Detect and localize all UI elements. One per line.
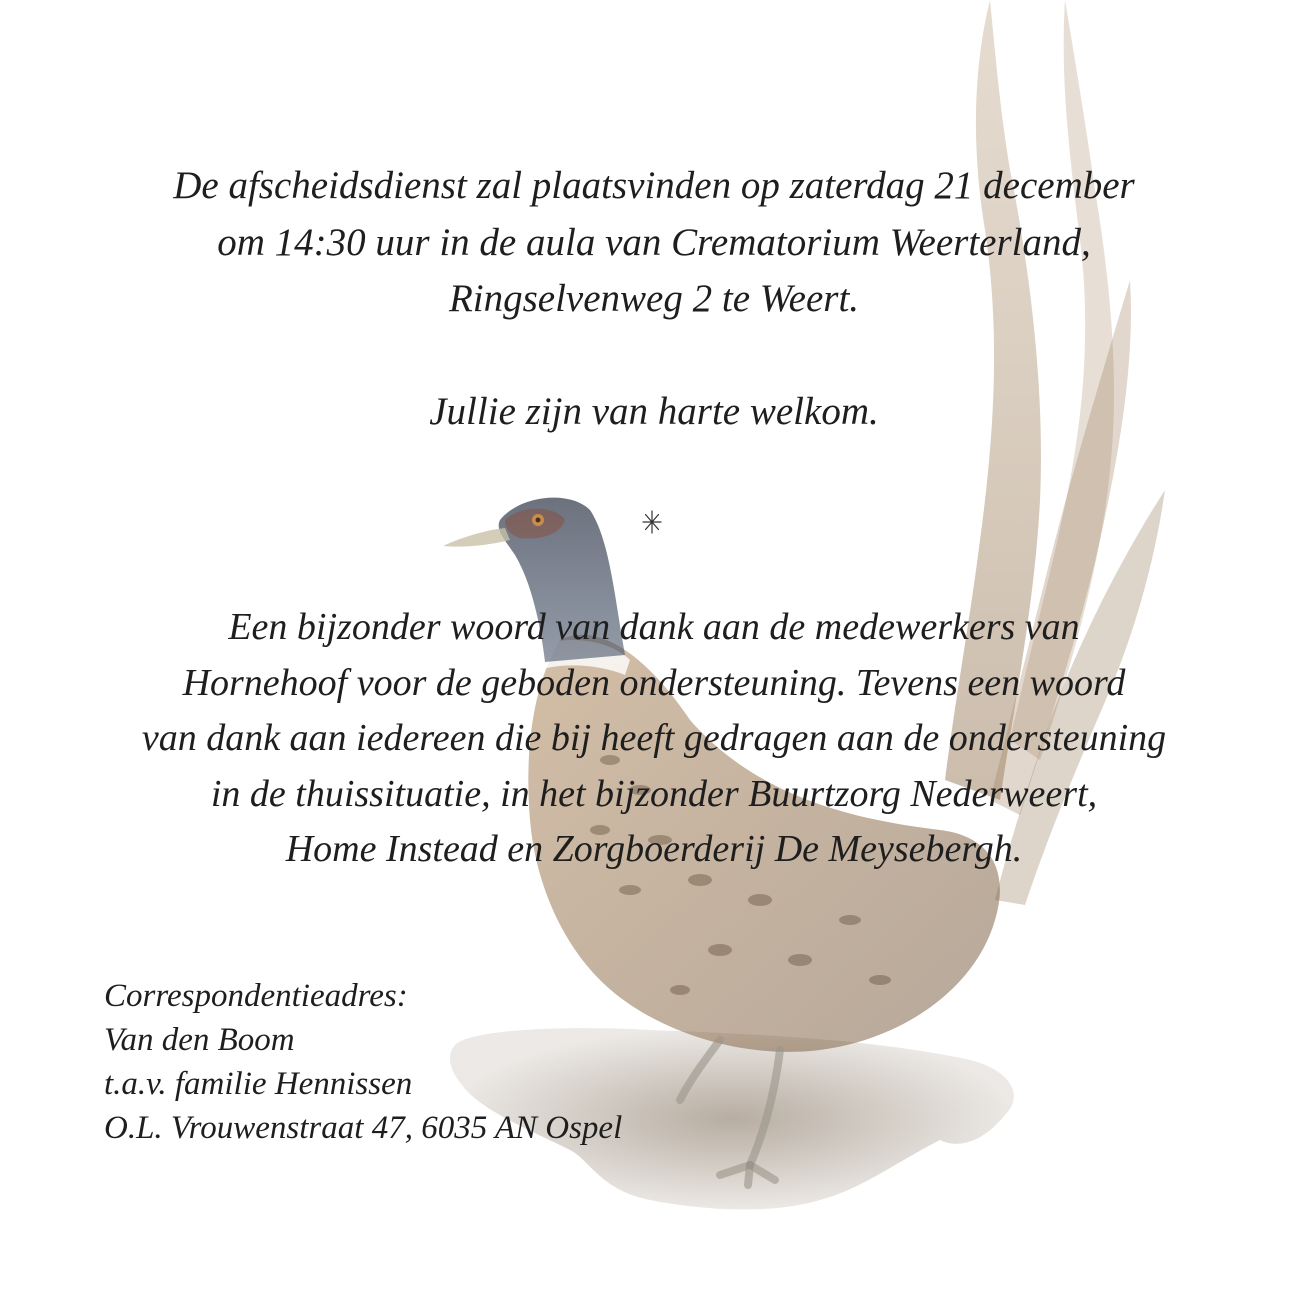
ceremony-line: Ringselvenweg 2 te Weert. — [448, 277, 860, 320]
address-heading: Correspondentieadres: — [104, 978, 408, 1014]
ceremony-line: om 14:30 uur in de aula van Crematorium Weerterland, — [217, 220, 1091, 264]
address-line: t.a.v. familie Hennissen — [104, 1066, 413, 1102]
asterisk-divider-icon — [642, 510, 662, 534]
ceremony-announcement — [0, 158, 1308, 328]
thanks-line: Een bijzonder woord van dank aan de medewerkers van — [228, 606, 1080, 648]
ceremony-line: De afscheidsdienst zal plaatsvinden op zaterdag 21 december — [173, 164, 1135, 207]
thanks-line: Hornehoof voor de geboden ondersteuning. Tevens een woord — [182, 661, 1126, 704]
thanks-line: in de thuissituatie, in het bijzonder Buurtzorg Nederweert, — [210, 772, 1098, 815]
thanks-line: Home Instead en Zorgboerderij De Meysebergh. — [285, 828, 1023, 870]
thanks-line: van dank aan iedereen die bij heeft gedragen aan de ondersteuning — [141, 717, 1167, 759]
welcome-message: Jullie zijn van harte welkom. — [429, 390, 879, 433]
address-line: Van den Boom — [104, 1022, 295, 1058]
address-line: O.L. Vrouwenstraat 47, 6035 AN Ospel — [104, 1110, 623, 1146]
correspondence-address — [104, 974, 622, 1150]
thank-you-message — [0, 600, 1308, 878]
